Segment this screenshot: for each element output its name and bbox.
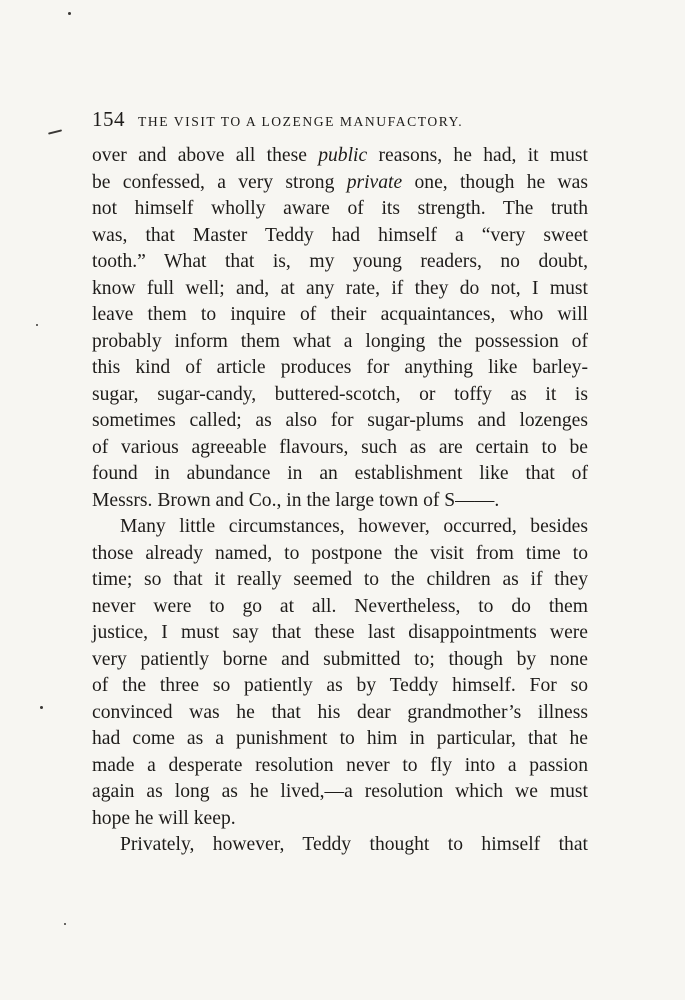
page-number: 154: [92, 107, 125, 131]
scan-speck: [36, 324, 38, 326]
scan-speck: [68, 12, 71, 15]
text-line: never were to go at all. Nevertheless, to do them: [92, 595, 588, 617]
text-line: made a desperate resolution never to fly into a passion: [92, 754, 588, 776]
text-line: of the three so patiently as by Teddy himself. For so: [92, 675, 588, 696]
text-line: Privately, however, Teddy thought to himself that: [120, 834, 588, 855]
text-line: over and above all these public reasons, he had, it must: [92, 145, 588, 166]
text-line: sometimes called; as also for sugar-plums and lozenges: [92, 410, 588, 431]
text-line: Messrs. Brown and Co., in the large town of S——.: [92, 489, 500, 511]
text-line: very patiently borne and submitted to; though by none: [92, 648, 588, 670]
text-line: know full well; and, at any rate, if they do not, I must: [92, 277, 588, 299]
text-line: had come as a punishment to him in particular, that he: [92, 728, 588, 749]
running-head: [92, 107, 592, 133]
text-line: found in abundance in an establishment like that of: [92, 463, 588, 484]
text-line: tooth.” What that is, my young readers, no doubt,: [92, 251, 588, 272]
text-line: of various agreeable flavours, such as are certain to be: [92, 436, 588, 458]
text-line: be confessed, a very strong private one, though he was: [92, 171, 588, 193]
text-line: justice, I must say that these last disappointments were: [92, 622, 588, 643]
text-line: probably inform them what a longing the possession of: [92, 330, 588, 352]
text-line: again as long as he lived,—a resolution which we must: [92, 781, 588, 802]
text-line: was, that Master Teddy had himself a “very sweet: [92, 224, 588, 246]
body-text: [92, 143, 588, 859]
text-line: time; so that it really seemed to the children as if they: [92, 569, 588, 590]
scan-speck: [40, 706, 43, 709]
text-line: leave them to inquire of their acquaintances, who will: [92, 304, 588, 325]
text-line: not himself wholly aware of its strength. The truth: [92, 198, 588, 219]
text-line: sugar, sugar-candy, buttered-scotch, or toffy as it is: [92, 383, 588, 405]
text-line: convinced was he that his dear grandmother’s illness: [92, 701, 588, 723]
text-line: those already named, to postpone the visit from time to: [92, 542, 588, 564]
text-line: Many little circumstances, however, occurred, besides: [120, 516, 588, 537]
text-line: this kind of article produces for anything like barley-: [92, 357, 588, 378]
text-line: hope he will keep.: [92, 807, 236, 829]
italic-word: private: [346, 171, 403, 193]
italic-word: public: [318, 145, 368, 166]
scan-speck: [48, 129, 62, 134]
running-title: THE VISIT TO A LOZENGE MANUFACTORY.: [138, 114, 464, 129]
scan-speck: [64, 923, 66, 925]
